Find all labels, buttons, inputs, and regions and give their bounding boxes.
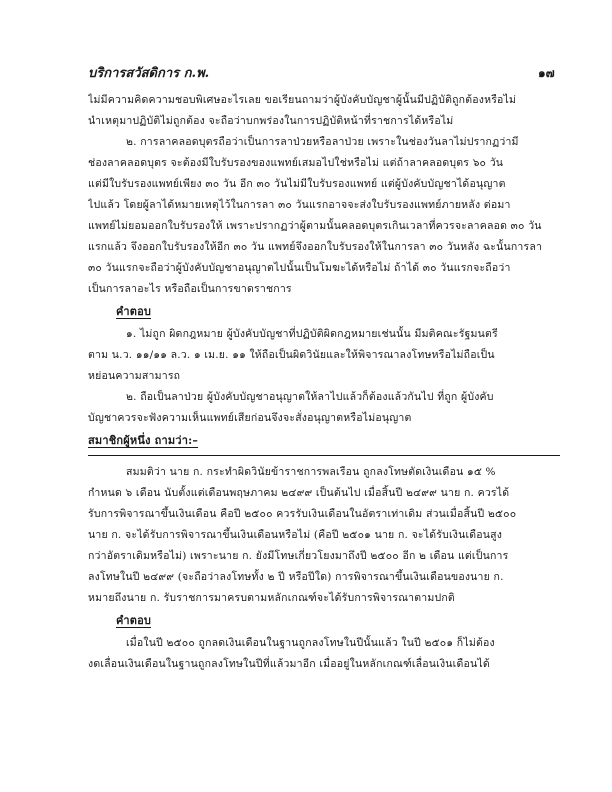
- running-header: บริการสวัสดิการ ก.พ.: [88, 66, 210, 81]
- text-line: ๑. ไม่ถูก ผิดกฎหมาย ผู้บังคับบัญชาที่ปฏิบัติผิดกฎหมายเช่นนั้น มีมติคณะรัฐมนตรี: [126, 328, 498, 340]
- text-line: หย่อนความสามารถ: [88, 370, 181, 382]
- answer-heading: คำตอบ: [116, 305, 152, 318]
- text-line: นำเหตุมาปฏิบัติไม่ถูกต้อง จะถือว่าบกพร่องในการปฏิบัติหน้าที่ราชการได้หรือไม่: [88, 115, 454, 127]
- text-line: กว่าอัตราเดิมหรือไม่) เพราะนาย ก. ยังมีโทษเกี่ยวโยงมาถึงปี ๒๕๐๐ อีก ๒ เดือน แต่เป็นการ: [88, 550, 509, 562]
- text-line: หมายถึงนาย ก. รับราชการมาครบตามหลักเกณฑ์จะได้รับการพิจารณาตามปกติ: [88, 592, 455, 604]
- text-line: แพทย์ไม่ยอมออกใบรับรองให้ เพราะปรากฏว่าผู้ตามนั้นคลอดบุตรเกินเวลาที่ควรจะลาคลอด ๓๐ วัน: [88, 220, 542, 232]
- text-line: ลงโทษในปี ๒๔๙๙ (จะถือว่าลงโทษทั้ง ๒ ปี หรือปีใด) การพิจารณาขึ้นเงินเดือนของนาย ก.: [88, 571, 504, 583]
- text-line: แรกแล้ว จึงออกใบรับรองให้อีก ๓๐ วัน แพทย์จึงออกใบรับรองให้ในการลา ๓๐ วันหลัง ฉะนั้นการลา: [88, 241, 543, 253]
- text-line: ๒. ถือเป็นลาป่วย ผู้บังคับบัญชาอนุญาตให้ลาไปแล้วก็ต้องแล้วกันไป ที่ถูก ผู้บังคับ: [126, 391, 494, 403]
- text-line: รับการพิจารณาขึ้นเงินเดือน คือปี ๒๕๐๐ ควรรับเงินเดือนในอัตราเท่าเดิม ส่วนเมื่อสิ้นปี ๒๕๐๐: [88, 508, 517, 520]
- divider: [88, 455, 560, 456]
- member-question-label: สมาชิกผู้หนึ่ง ถามว่า:–: [88, 434, 199, 447]
- text-line: ตาม น.ว. ๑๑/๑๑ ล.ว. ๑ เม.ย. ๑๑ ให้ถือเป็นผิดวินัยและให้พิจารณาลงโทษหรือไม่ถือเป็น: [88, 349, 495, 361]
- text-line: งดเลื่อนเงินเดือนในฐานถูกลงโทษในปีที่แล้วมาอีก เมื่ออยู่ในหลักเกณฑ์เลื่อนเงินเดือนได้: [88, 658, 490, 670]
- text-line: แต่มีใบรับรองแพทย์เพียง ๓๐ วัน อีก ๓๐ วันไม่มีใบรับรองแพทย์ แต่ผู้บังคับบัญชาได้อนุญาต: [88, 178, 506, 190]
- text-line: บัญชาควรจะฟังความเห็นแพทย์เสียก่อนจึงจะสั่งอนุญาตหรือไม่อนุญาต: [88, 412, 412, 424]
- text-line: นาย ก. จะได้รับการพิจารณาขึ้นเงินเดือนหรือไม่ (คือปี ๒๕๐๑ นาย ก. จะได้รับเงินเดือนสูง: [88, 529, 503, 541]
- document-body: [88, 90, 560, 675]
- text-line: ไปแล้ว โดยผู้ลาได้หมายเหตุไว้ในการลา ๓๐ วันแรกอาจจะส่งใบรับรองแพทย์ภายหลัง ต่อมา: [88, 199, 511, 211]
- text-line: ๓๐ วันแรกจะถือว่าผู้บังคับบัญชาอนุญาตไปนั้นเป็นโมฆะได้หรือไม่ ถ้าได้ ๓๐ วันแรกจะถือว่า: [88, 262, 511, 274]
- text-line: กำหนด ๖ เดือน นับตั้งแต่เดือนพฤษภาคม ๒๔๙๙ เป็นต้นไป เมื่อสิ้นปี ๒๔๙๙ นาย ก. ควรได้: [88, 487, 510, 499]
- text-line: สมมติว่า นาย ก. กระทำผิดวินัยข้าราชการพลเรือน ถูกลงโทษตัดเงินเดือน ๑๕ %: [126, 466, 496, 478]
- text-line: เป็นการลาอะไร หรือถือเป็นการขาดราชการ: [88, 283, 292, 295]
- page-number: ๑๗: [538, 66, 555, 80]
- answer-heading: คำตอบ: [116, 614, 152, 627]
- text-line: ไม่มีความคิดความชอบพิเศษอะไรเลย ขอเรียนถามว่าผู้บังคับบัญชาผู้นั้นมีปฏิบัติถูกต้องหรือไม่: [88, 94, 517, 106]
- text-line: ช่องลาคลอดบุตร จะต้องมีใบรับรองของแพทย์เสมอไปใช่หรือไม่ แต่ถ้าลาคลอดบุตร ๖๐ วัน: [88, 157, 504, 169]
- text-line: เมื่อในปี ๒๕๐๐ ถูกลดเงินเดือนในฐานถูกลงโทษในปีนั้นแล้ว ในปี ๒๕๐๑ ก็ไม่ต้อง: [126, 637, 495, 649]
- text-line: ๒. การลาคลอดบุตรถือว่าเป็นการลาป่วยหรือลาป่วย เพราะในช่องวันลาไม่ปรากฏว่ามี: [126, 136, 519, 148]
